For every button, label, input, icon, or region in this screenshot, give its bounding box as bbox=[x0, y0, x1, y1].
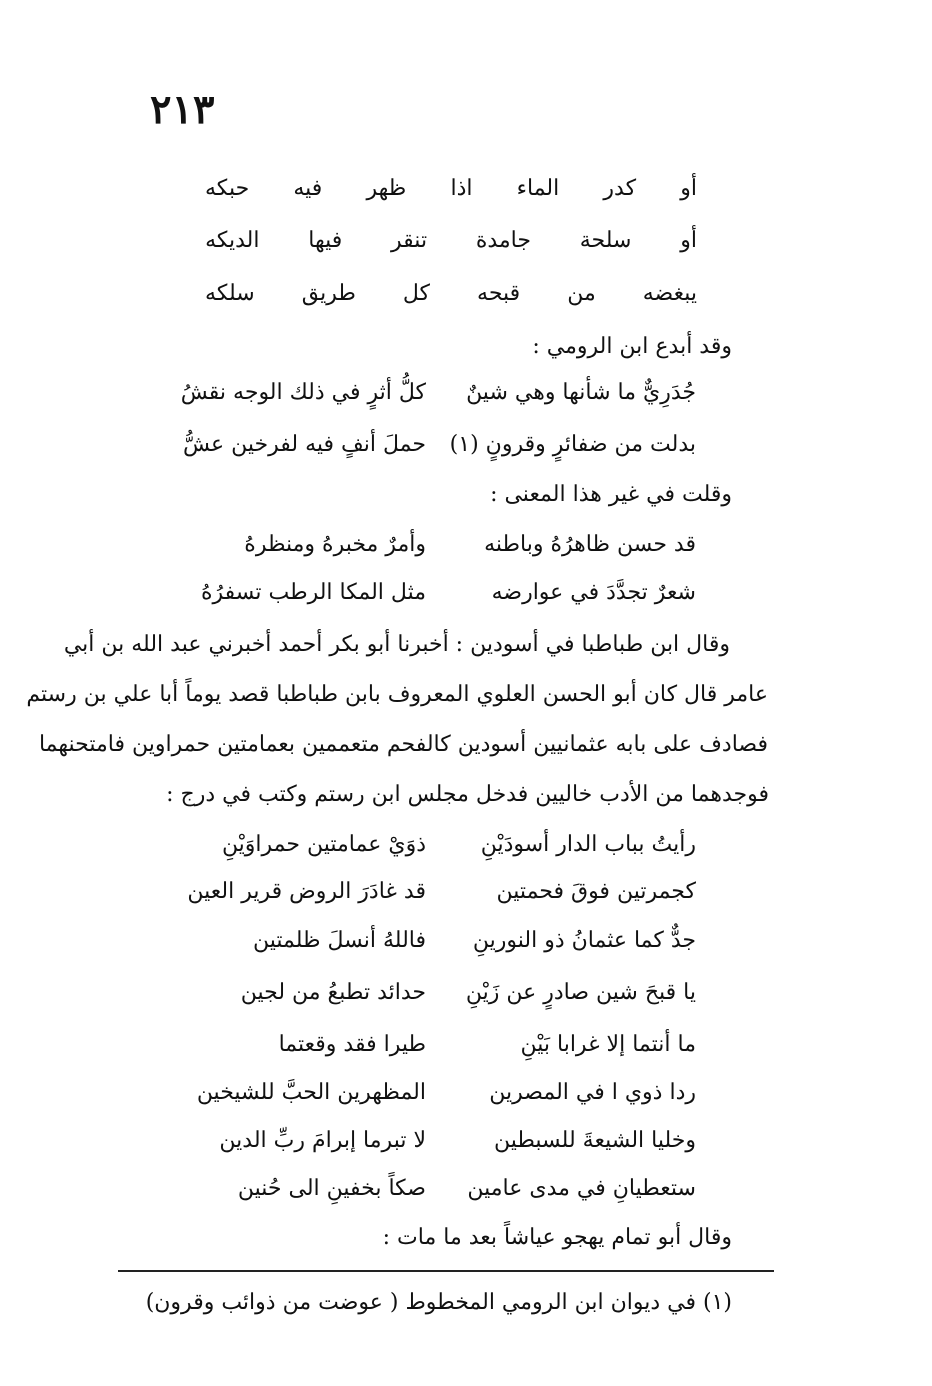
hemistich-first: جدٌّ كما عثمانُ ذو النورينِ bbox=[472, 928, 696, 953]
verse-word: حبكه bbox=[205, 176, 250, 201]
poem-3-verse bbox=[197, 1080, 696, 1105]
heading-abu-tammam: وقال أبو تمام يهجو عياشاً بعد ما مات : bbox=[382, 1225, 732, 1250]
verse-word: قبحه bbox=[477, 281, 521, 306]
poem-3-verse bbox=[238, 1176, 696, 1201]
hemistich-second: مثل المكا الرطب تسفرُهُ bbox=[200, 580, 426, 605]
verse-word: اذا bbox=[450, 176, 473, 201]
opening-verse-3 bbox=[205, 281, 697, 306]
page-number: ٢١٣ bbox=[150, 86, 215, 133]
hemistich-second: قد غادَرَ الروض قرير العين bbox=[187, 879, 426, 904]
verse-word: سلحة bbox=[579, 228, 632, 253]
hemistich-first: يا قبحَ شين صادرٍ عن زَيْنِ bbox=[465, 980, 696, 1005]
hemistich-second: لا تبرما إبرامَ ربِّ الدين bbox=[219, 1128, 426, 1153]
verse-word: تنقر bbox=[391, 228, 428, 253]
hemistich-first: ستعطيانِ في مدى عامين bbox=[467, 1176, 696, 1201]
poem-3-verse bbox=[222, 832, 696, 857]
hemistich-first: وخليا الشيعةَ للسبطين bbox=[493, 1128, 696, 1153]
poem-3-verse bbox=[253, 928, 696, 953]
verse-word: أو bbox=[680, 176, 697, 201]
hemistich-first: رأيتُ بباب الدار أسودَيْنِ bbox=[480, 832, 696, 857]
verse-word: فيها bbox=[308, 228, 343, 253]
hemistich-second: المظهرين الحبَّ للشيخين bbox=[196, 1080, 426, 1105]
verse-word: جامدة bbox=[475, 228, 531, 253]
verse-word: سلكه bbox=[205, 281, 255, 306]
poem-2-verse bbox=[244, 532, 696, 557]
verse-word: ظهر bbox=[366, 176, 407, 201]
prose-line: وقال ابن طباطبا في أسودين : أخبرنا أبو بكر أحمد أخبرني عبد الله بن أبي bbox=[63, 632, 730, 657]
hemistich-first: بدلت من ضفائرٍ وقرونٍ (١) bbox=[449, 432, 696, 457]
hemistich-first: جُدَرِيٌّ ما شأنها وهي شينٌ bbox=[466, 380, 696, 405]
poem-3-verse bbox=[241, 980, 696, 1005]
verse-word: أو bbox=[680, 228, 697, 253]
hemistich-second: وأمرٌ مخبرهُ ومنظرهُ bbox=[244, 532, 426, 557]
hemistich-first: شعرٌ تجدَّدَ في عوارضه bbox=[491, 580, 696, 605]
poem-1-verse bbox=[181, 380, 696, 405]
verse-word: الماء bbox=[516, 176, 560, 201]
hemistich-first: كجمرتين فوقَ فحمتين bbox=[496, 879, 696, 904]
hemistich-second: فاللهُ أنسلَ ظلمتين bbox=[252, 928, 426, 953]
verse-word: فيه bbox=[293, 176, 323, 201]
hemistich-first: قد حسن ظاهرُهُ وباطنه bbox=[484, 532, 696, 557]
hemistich-second: حملَ أنفٍ فيه لفرخين عشُّ bbox=[182, 432, 426, 457]
poem-3-verse bbox=[187, 879, 696, 904]
hemistich-second: صكاً بخفينِ الى حُنين bbox=[237, 1176, 426, 1201]
verse-word: كدر bbox=[603, 176, 637, 201]
opening-verse-2 bbox=[205, 228, 697, 253]
verse-word: طريق bbox=[301, 281, 356, 306]
verse-word: من bbox=[567, 281, 596, 306]
prose-line: عامر قال كان أبو الحسن العلوي المعروف بابن طباطبا قصد يوماً أبا علي بن رستم bbox=[26, 682, 768, 707]
verse-word: يبغضه bbox=[642, 281, 697, 306]
poem-1-verse bbox=[183, 432, 696, 457]
opening-verse-1 bbox=[205, 176, 697, 201]
prose-line: فوجدهما من الأدب خاليين فدخل مجلس ابن رستم وكتب في درج : bbox=[166, 782, 769, 807]
heading-another-meaning: وقلت في غير هذا المعنى : bbox=[490, 482, 732, 507]
verse-word: الديكه bbox=[205, 228, 260, 253]
poem-3-verse bbox=[279, 1032, 696, 1057]
footnote: (١) في ديوان ابن الرومي المخطوط ( عوضت من ذوائب وقرون) bbox=[145, 1290, 732, 1315]
poem-2-verse bbox=[201, 580, 696, 605]
hemistich-second: حدائد تطبعُ من لجين bbox=[240, 980, 426, 1005]
verse-word: كل bbox=[402, 281, 431, 306]
hemistich-first: ما أنتما إلا غرابا بَيْنِ bbox=[520, 1032, 696, 1057]
footnote-divider bbox=[118, 1270, 774, 1272]
hemistich-second: كلُّ أثرٍ في ذلك الوجه نقشُ bbox=[180, 380, 426, 405]
poem-3-verse bbox=[219, 1128, 696, 1153]
heading-ibn-al-rumi: وقد أبدع ابن الرومي : bbox=[532, 334, 732, 359]
hemistich-second: طيرا فقد وقعتما bbox=[278, 1032, 426, 1057]
prose-line: فصادف على بابه عثمانيين أسودين كالفحم متعممين بعمامتين حمراوين فامتحنهما bbox=[38, 732, 768, 757]
hemistich-first: ردا ذوي ا في المصرين bbox=[489, 1080, 696, 1105]
hemistich-second: ذوَيْ عمامتين حمراوَيْنِ bbox=[221, 832, 426, 857]
